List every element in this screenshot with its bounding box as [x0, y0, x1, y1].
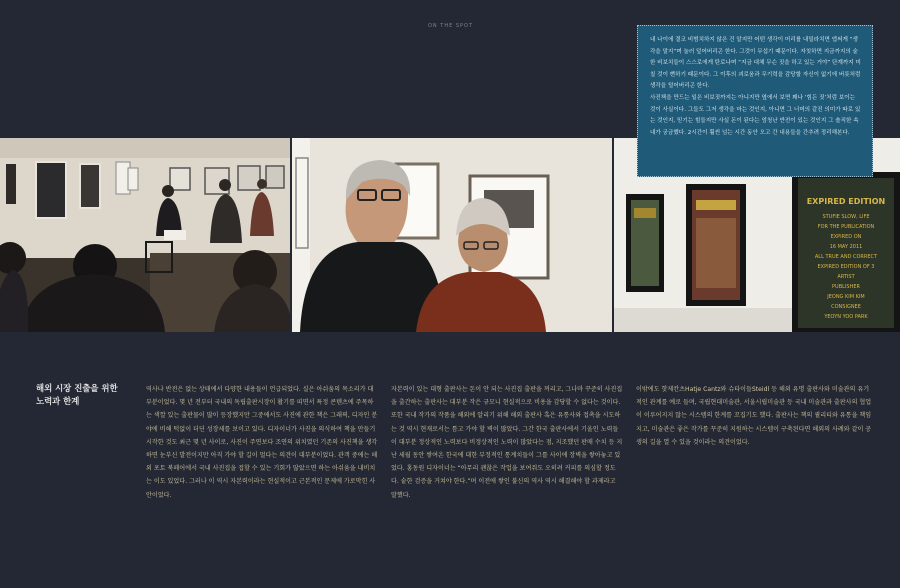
body-column-2 — [391, 383, 623, 502]
print-text-line: EXPIRED EDITION OF 3 — [817, 264, 875, 270]
body-column-3 — [636, 383, 872, 449]
photo-gallery-talk — [0, 138, 290, 332]
print-text-line: ALL TRUE AND CORRECT — [814, 254, 878, 260]
print-text-line: 16 MAY 2011 — [829, 244, 863, 250]
print-text-line: JEONG KIM KIM — [827, 294, 865, 300]
body-paragraph-1: 역사나 반전은 없는 상태에서 다양한 내용들이 언급되었다. 실은 아쉬움의 목소리가 대부분이었다. 몇 년 전부터 국내의 독립출판시장이 활기를 띠면서 특정 콘텐츠에 주목하는 색깔 있는 출판물이 많이 등장했지만 그중에서도 사진에 관한 책은 그래픽, 디자인 분야에 비해 턱없이 더딘 성장세를 보이고 있다. 디자이너가 사진을 의식하여 책을 만들기 시작한 것도 최근 몇 년 사이로, 사진이 주연보다 조연의 위치였던 기존의 사진책을 생각하면 눈부신 발전이지만 아직 가야 할 길이 멀다는 의견이 대부분이었다. 관객 중에는 해외 포토 북페어에서 국내 사진집을 접할 수 있는 기회가 많았으면 하는 아쉬움을 내비치는 이도 있었다. 그러나 이 역시 자본력이라는 현실적이고 근본적인 문제에 가로막힌 사안이었다. — [146, 386, 378, 499]
section-heading — [36, 382, 136, 408]
body-column-1 — [146, 383, 378, 502]
print-text-line: EXPIRED ON — [830, 234, 862, 240]
gallery-talk-illustration — [0, 138, 290, 332]
print-text-line: PUBLISHER — [832, 284, 860, 290]
section-heading-line-2: 노력과 한계 — [36, 396, 80, 406]
print-title: EXPIRED EDITION — [806, 197, 886, 206]
print-text-line: STUFIE SLOW, LIFE — [822, 214, 870, 220]
callout-paragraph-1: 내 나이에 결코 비범치하지 않은 건 알지만 어떤 생각이 머리를 내밀라치면 앱써게 “생각을 말지”며 눌러 덮어버리곤 한다. 그것이 무섭기 때문이다. 자칫하면 지금까지의 숱한 비보치들이 스스로에게 탄로나며 “지금 대체 무슨 짓을 하고 있는 거야” 단계까지 미칠 것이 뻔하기 때문이다. 그 이후의 괴로움과 무기력을 감당할 자신이 없기에 버릇처럼 생각을 털어버리곤 한다. — [650, 37, 861, 90]
pull-quote-box — [637, 25, 873, 177]
callout-paragraph-2: 사진책을 만드는 일은 비보짓까지는 아니지만 옆에서 보면 꽤나 ‘힘든 짓’처럼 보이는 것이 사실이다. 그들도 그저 생각을 마는 것인지, 아니면 그 너머의 같진 의미가 따로 있는 것인지, 믿기는 힘들지만 사실 돈이 된다는 엄청난 반전이 있는 것인지 그 솔직한 속내가 궁금했다. 2시간이 훨씬 넘는 시간 동안 오고 간 내용들을 간추려 정리해본다. — [650, 94, 861, 136]
print-text-line: ARTIST — [837, 274, 855, 280]
print-text-line: FOR THE PUBLICATION — [817, 224, 875, 230]
body-paragraph-2: 자본력이 있는 대형 출판사는 돈이 안 되는 사진집 출판을 꺼리고, 그나마 꾸준히 사진집을 출간하는 출판사는 대부분 작은 규모니 현실적으로 비용을 감당할 수 없다는 것이다. 또한 국내 작가의 작품을 해외에 알리기 위해 해외 출판사 혹은 유통사와 접촉을 시도하는 것 역시 현재로서는 틈고 가야 할 벽이 많았다. 그간 한국 출판사에서 기울인 노력들이 대부분 정상적인 노력보다 비정상적인 노력이 많았다는 점, 지조했던 판매 수치 등 지난 세월 동안 쌓여온 한국에 대한 부정적인 통계치들이 그를 사이에 장벽을 쌓아놓고 있었다. 홍동원 디자이너는 “아무리 괜찮은 작업을 보여줘도 오히려 커피를 의심할 정도다. 숱한 검증을 거쳐야 한다.”며 이전에 쌓인 불신의 역사 역시 해결해야 할 과제라고 말했다. — [391, 386, 623, 499]
print-text-line: CONSIGNEE — [831, 304, 861, 310]
body-paragraph-3: 이밖에도 핫제칸츠Hatje Cantz와 슈타이들Steidl 등 해외 유명 출판사와 미술관의 유기적인 관계를 예로 들며, 국립현대미술관, 서울시립미술관 등 국내 미술관과 출판사의 협업이 이루어지지 않는 시스템의 한계를 꼬집기도 했다. 출판사는 책의 퀄리티와 유통을 책임지고, 미술관은 좋은 작가를 꾸준히 지원하는 시스템이 구축된다면 해외의 사례와 같이 공생의 길을 열 수 있을 것이라는 의견이었다. — [636, 386, 872, 446]
two-men-illustration — [292, 138, 612, 332]
print-text-line: YEOYN YOO PARK — [824, 314, 868, 320]
section-heading-line-1: 해외 시장 진출을 위한 — [36, 383, 118, 393]
section-tag: ON THE SPOT — [428, 23, 474, 29]
photo-two-men — [292, 138, 612, 332]
